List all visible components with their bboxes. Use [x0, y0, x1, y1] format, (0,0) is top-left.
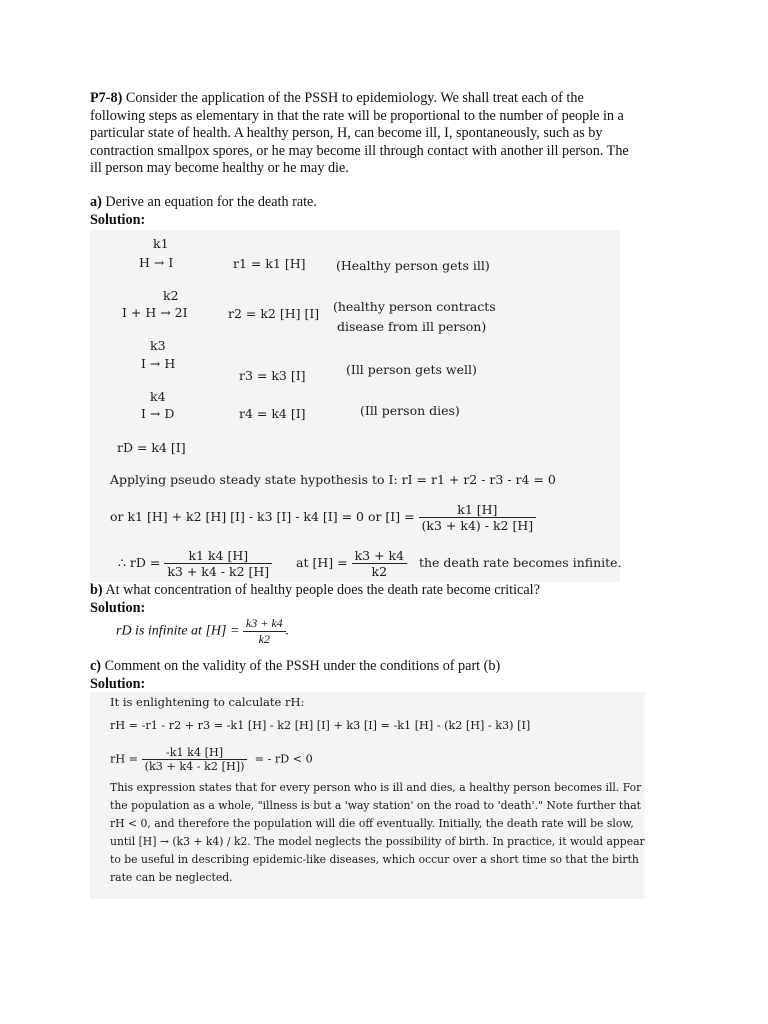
problem-line-4: contraction smallpox spores, or he may become ill through contact with another ill person. The: [90, 142, 629, 159]
part-c-paragraph: [110, 779, 645, 887]
reaction-3-rate: r3 = k3 [I]: [239, 368, 306, 383]
part-a-solution-label: Solution:: [90, 211, 146, 228]
problem-label: P7-8): [90, 90, 123, 106]
at-fraction-numerator: k3 + k4: [352, 548, 407, 564]
part-b-letter: b): [90, 582, 103, 598]
i-fraction-denominator: (k3 + k4) - k2 [H]: [421, 518, 534, 533]
rd-fraction-numerator: k1 k4 [H]: [164, 548, 272, 564]
rd-fraction: [164, 548, 272, 579]
para-line-6: rate can be neglected.: [110, 871, 233, 884]
i-fraction: [419, 502, 537, 533]
reaction-1-equation: H → I: [139, 255, 174, 270]
reaction-4-rate: r4 = k4 [I]: [239, 406, 306, 421]
reaction-3-k: k3: [150, 338, 166, 353]
part-b-answer-prefix: rD is infinite at [H] =: [116, 623, 240, 639]
reaction-3-equation: I → H: [141, 356, 176, 371]
part-c-solution-label: Solution:: [90, 675, 146, 692]
para-line-4: until [H] → (k3 + k4) / k2. The model neglects the possibility of birth. In practice, it would appear: [110, 835, 645, 848]
death-rate-expression: rD = k4 [I]: [117, 440, 186, 455]
infinite-text: the death rate becomes infinite.: [418, 555, 622, 570]
part-b-fraction: [243, 616, 286, 647]
part-c-letter: c): [90, 658, 102, 674]
reaction-3-note: (Ill person gets well): [346, 362, 477, 377]
para-line-2: the population as a whole, "illness is but a 'way station' on the road to 'death'." Note further that: [110, 799, 641, 812]
reaction-4-equation: I → D: [141, 406, 175, 421]
part-c-question: [90, 658, 690, 693]
rh-prefix: rH =: [110, 752, 139, 766]
reaction-1-note: (Healthy person gets ill): [336, 258, 490, 273]
reaction-4-note: (Ill person dies): [360, 403, 460, 418]
reaction-4-k: k4: [150, 389, 166, 404]
reaction-2-rate: r2 = k2 [H] [I]: [228, 306, 320, 321]
problem-statement: [90, 90, 690, 178]
reaction-2-note: (healthy person contracts: [333, 299, 496, 314]
at-fraction: [352, 548, 407, 579]
part-b-fraction-denominator: k2: [258, 632, 270, 646]
part-a-letter: a): [90, 194, 102, 210]
therefore-label: ∴ rD =: [118, 555, 161, 570]
at-fraction-denominator: k2: [371, 564, 388, 579]
rh-fraction: [142, 746, 248, 773]
para-line-3: rH < 0, and therefore the population will die off eventually. Initially, the death rate will be slow,: [110, 817, 634, 830]
i-fraction-numerator: k1 [H]: [419, 502, 537, 518]
part-b-question: [90, 582, 690, 617]
problem-line-3: particular state of health. A healthy person, H, can become ill, I, spontaneously, such as by: [90, 125, 603, 142]
part-a-question: [90, 194, 690, 229]
rh-suffix: = - rD < 0: [254, 752, 313, 766]
part-b-answer: rD is infinite at [H] = $\frac{k3 + k4}{k2}$ .: [116, 616, 290, 646]
balance-equation: [110, 502, 536, 533]
reaction-1-k: k1: [153, 236, 169, 251]
balance-equation-left: or k1 [H] + k2 [H] [I] - k3 [I] - k4 [I] = 0 or [I] =: [110, 509, 415, 524]
part-b-solution-label: Solution:: [90, 599, 146, 616]
reaction-2-note-2: disease from ill person): [337, 319, 487, 334]
problem-line-5: ill person may become healthy or he may die.: [90, 160, 349, 177]
part-b-fraction-numerator: k3 + k4: [243, 616, 286, 632]
reaction-2-k: k2: [163, 288, 179, 303]
para-line-1: This expression states that for every person who is ill and dies, a healthy person becomes ill. For: [110, 781, 642, 794]
part-a-text: Derive an equation for the death rate.: [105, 194, 317, 210]
part-b-text: At what concentration of healthy people does the death rate become critical?: [105, 582, 540, 598]
problem-line-1: Consider the application of the PSSH to epidemiology. We shall treat each of the: [125, 90, 584, 106]
part-c-text: Comment on the validity of the PSSH under the conditions of part (b): [104, 658, 501, 674]
rh-equation: rH = -r1 - r2 + r3 = -k1 [H] - k2 [H] [I] + k3 [I] = -k1 [H] - (k2 [H] - k3) [I]: [110, 719, 531, 732]
part-c-intro: It is enlightening to calculate rH:: [110, 695, 305, 709]
rh-fraction-line: [110, 746, 313, 773]
problem-line-2: following steps as elementary in that the rate will be proportional to the number of people in a: [90, 107, 624, 124]
para-line-5: to be useful in describing epidemic-like diseases, which occur over a short time so that the birth: [110, 853, 639, 866]
at-label: at [H] =: [296, 555, 348, 570]
reaction-1-rate: r1 = k1 [H]: [233, 256, 306, 271]
death-rate-result: [118, 548, 622, 579]
rd-fraction-denominator: k3 + k4 - k2 [H]: [167, 564, 270, 579]
rh-fraction-numerator: -k1 k4 [H]: [142, 746, 248, 760]
rh-fraction-denominator: (k3 + k4 - k2 [H]): [144, 760, 245, 773]
reaction-2-equation: I + H → 2I: [122, 305, 188, 320]
pssh-equation: Applying pseudo steady state hypothesis to I: rI = r1 + r2 - r3 - r4 = 0: [110, 472, 556, 487]
